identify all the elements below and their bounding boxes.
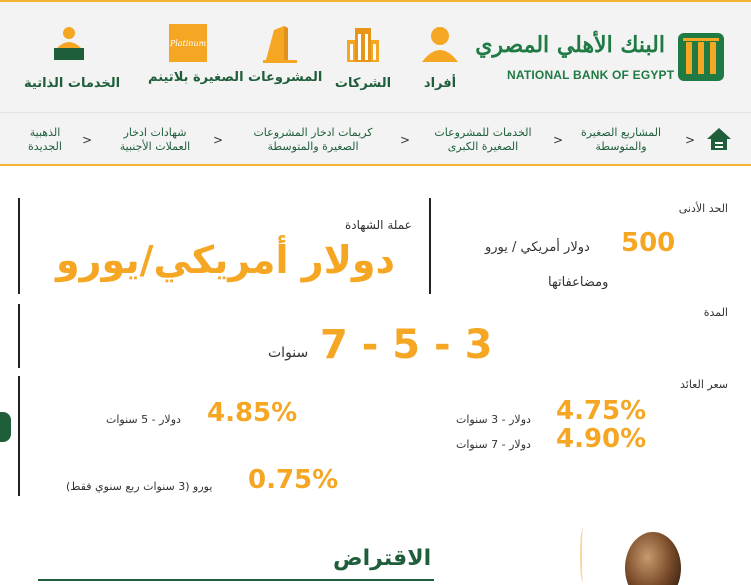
divider bbox=[18, 198, 20, 294]
breadcrumb-separator: > bbox=[553, 133, 564, 147]
platinum-icon: Platinum bbox=[169, 24, 207, 62]
breadcrumb-fx-certificates[interactable]: شهادات ادخار العملات الأجنبية bbox=[119, 126, 191, 153]
rate-description: يورو (3 سنوات ربع سنوي فقط) bbox=[66, 480, 213, 493]
loans-section bbox=[0, 510, 751, 583]
currency-value: دولار أمريكي/يورو bbox=[56, 238, 395, 282]
nav-platinum-sme-label: المشروعات الصغيرة بلاتينم bbox=[148, 70, 323, 85]
breadcrumb-separator: > bbox=[685, 133, 696, 147]
loans-title: الاقتراض bbox=[333, 546, 432, 571]
logo-english-text: NATIONAL BANK OF EGYPT bbox=[507, 68, 675, 82]
top-navigation-bar bbox=[0, 0, 751, 112]
rate-value: 4.75% bbox=[556, 396, 647, 426]
breadcrumb-separator: > bbox=[82, 133, 93, 147]
currency-label: عملة الشهادة bbox=[345, 218, 412, 232]
nav-companies-label: الشركات bbox=[334, 76, 392, 91]
rate-value: 4.85% bbox=[207, 398, 298, 428]
nav-individuals[interactable] bbox=[395, 24, 485, 91]
decorative-swoosh bbox=[580, 528, 586, 583]
nav-sme-building[interactable] bbox=[240, 24, 320, 68]
breadcrumb-sme-services[interactable]: الخدمات للمشروعات الصغيرة الكبرى bbox=[434, 126, 532, 153]
duration-label: المدة bbox=[703, 306, 728, 319]
rate-description: دولار - 5 سنوات bbox=[106, 413, 181, 426]
divider bbox=[18, 304, 20, 368]
certificate-details bbox=[0, 168, 751, 508]
loans-title-underline bbox=[38, 579, 434, 581]
duration-value: 7 - 5 - 3 bbox=[320, 322, 493, 368]
buildings-icon bbox=[260, 24, 300, 64]
min-amount-label: الحد الأدنى bbox=[678, 202, 728, 215]
rate-value: 4.90% bbox=[556, 424, 647, 454]
breadcrumb-sme-savings[interactable]: كريمات ادخار المشروعات الصغيرة والمتوسطة bbox=[253, 126, 373, 153]
bank-logo[interactable] bbox=[475, 32, 725, 88]
logo-arabic-text: البنك الأهلي المصري bbox=[475, 32, 665, 58]
duration-unit: سنوات bbox=[268, 345, 309, 361]
gold-bar-image bbox=[620, 530, 686, 585]
divider bbox=[429, 198, 431, 294]
interest-rate-label: سعر العائد bbox=[680, 378, 728, 391]
nav-self-services-label: الخدمات الذاتية bbox=[24, 76, 121, 91]
self-service-icon bbox=[49, 24, 89, 64]
min-amount-value: 500 bbox=[621, 228, 676, 258]
rate-value: 0.75% bbox=[248, 465, 339, 495]
nbe-emblem-icon bbox=[677, 32, 725, 82]
breadcrumb bbox=[0, 112, 751, 166]
nav-platinum-sme[interactable] bbox=[148, 24, 323, 85]
divider bbox=[18, 376, 20, 496]
nav-self-services[interactable] bbox=[24, 24, 121, 91]
min-amount-currency: دولار أمريكي / يورو bbox=[485, 240, 590, 255]
min-amount-multiples: ومضاعفاتها bbox=[548, 275, 609, 290]
home-icon[interactable] bbox=[705, 125, 733, 153]
rate-description: دولار - 7 سنوات bbox=[456, 438, 531, 451]
person-icon bbox=[420, 24, 460, 64]
breadcrumb-separator: > bbox=[400, 133, 411, 147]
breadcrumb-sme[interactable]: المشاريع الصغيرة والمتوسطة bbox=[580, 126, 662, 153]
rate-description: دولار - 3 سنوات bbox=[456, 413, 531, 426]
side-scroll-handle[interactable] bbox=[0, 412, 11, 442]
nav-individuals-label: أفراد bbox=[423, 76, 457, 91]
breadcrumb-golden-new[interactable]: الذهبية الجديدة bbox=[28, 126, 62, 153]
companies-building-icon bbox=[343, 24, 383, 64]
breadcrumb-separator: > bbox=[213, 133, 224, 147]
